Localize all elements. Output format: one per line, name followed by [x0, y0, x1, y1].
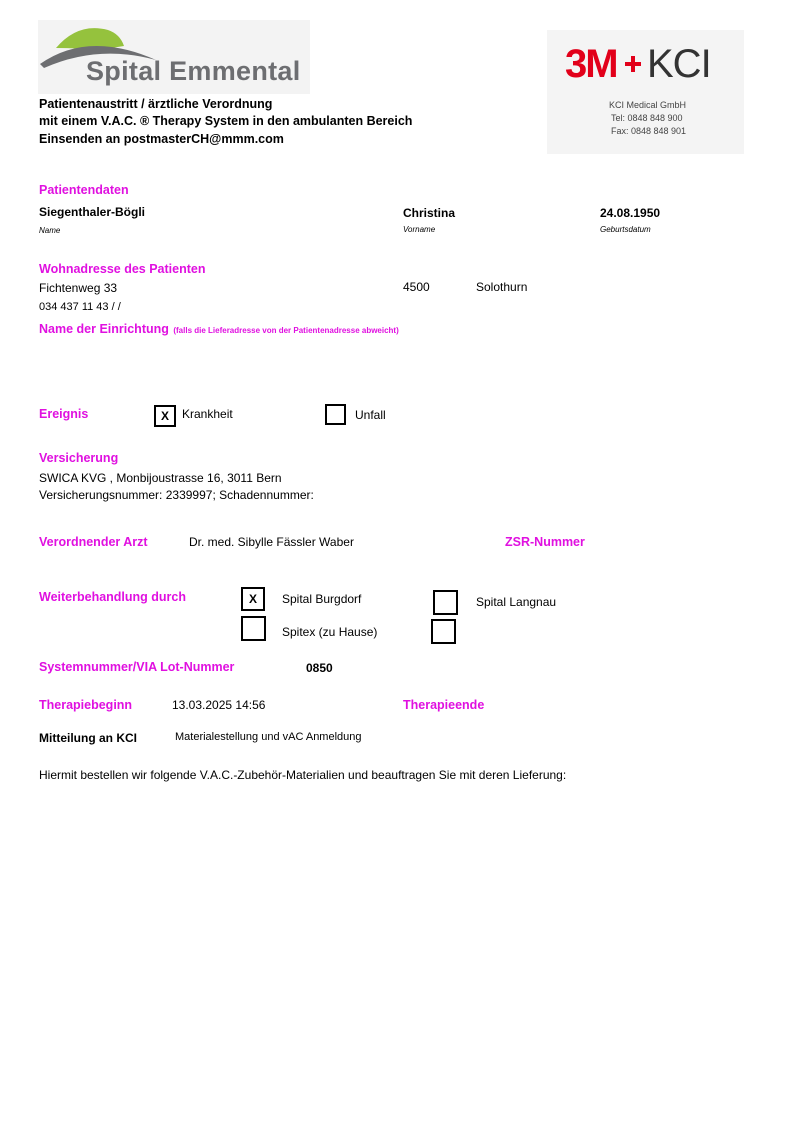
facility-heading — [39, 320, 399, 338]
insurance-line-2: Versicherungsnummer: 2339997; Schadennummer: — [39, 488, 314, 502]
spital-emmental-wordmark: Spital Emmental — [86, 56, 301, 86]
address-phone: 034 437 11 43 / / — [39, 301, 121, 313]
patient-name-label: Name — [39, 226, 61, 235]
other-followup-checkbox[interactable] — [431, 619, 456, 644]
spital-langnau-label: Spital Langnau — [476, 595, 557, 609]
address-zip: 4500 — [403, 280, 430, 294]
header-line-2: mit einem V.A.C. ® Therapy System in den ambulanten Bereich — [39, 114, 413, 128]
unfall-label: Unfall — [355, 408, 386, 422]
system-label: Systemnummer/VIA Lot-Nummer — [39, 660, 235, 674]
3m-wordmark: 3M — [565, 42, 617, 86]
event-label: Ereignis — [39, 407, 89, 421]
order-statement: Hiermit bestellen wir folgende V.A.C.-Zubehör-Materialien und beauftragen Sie mit deren Lieferung: — [39, 768, 567, 782]
insurance-section-title: Versicherung — [39, 451, 119, 465]
patient-name: Siegenthaler-Bögli — [39, 205, 146, 219]
patient-dob: 24.08.1950 — [600, 206, 661, 220]
kci-company-name: KCI Medical GmbH — [609, 100, 687, 110]
kci-wordmark: KCI — [647, 42, 711, 86]
address-street: Fichtenweg 33 — [39, 281, 118, 295]
address-city: Solothurn — [476, 280, 528, 294]
doctor-name: Dr. med. Sibylle Fässler Waber — [189, 535, 354, 549]
spital-burgdorf-label: Spital Burgdorf — [282, 592, 362, 606]
facility-title: Name der Einrichtung — [39, 322, 169, 336]
therapy-start-label: Therapiebeginn — [39, 698, 133, 712]
patient-firstname: Christina — [403, 206, 456, 220]
patient-section-title: Patientendaten — [39, 183, 129, 197]
insurance-line-1: SWICA KVG , Monbijoustrasse 16, 3011 Bern — [39, 471, 282, 485]
patient-firstname-label: Vorname — [403, 225, 436, 234]
message-value: Materialestellung und vAC Anmeldung — [175, 731, 362, 743]
system-value: 0850 — [306, 661, 333, 675]
3m-kci-logo — [547, 30, 744, 154]
kci-phone: Tel: 0848 848 900 — [611, 113, 683, 123]
header-line-3: Einsenden an postmasterCH@mmm.com — [39, 132, 284, 146]
plus-icon — [625, 56, 641, 72]
address-section-title: Wohnadresse des Patienten — [39, 262, 206, 276]
unfall-checkbox[interactable] — [325, 404, 346, 425]
message-label: Mitteilung an KCI — [39, 731, 137, 745]
followup-label: Weiterbehandlung durch — [39, 590, 186, 604]
patient-dob-label: Geburtsdatum — [600, 225, 651, 234]
spital-burgdorf-checkbox[interactable]: X — [241, 587, 265, 611]
doctor-label: Verordnender Arzt — [39, 535, 148, 549]
spitex-checkbox[interactable] — [241, 616, 266, 641]
krankheit-label: Krankheit — [182, 407, 233, 421]
spital-langnau-checkbox[interactable] — [433, 590, 458, 615]
facility-note: (falls die Lieferadresse von der Patientenadresse abweicht) — [173, 326, 399, 335]
spital-emmental-logo — [38, 20, 310, 94]
therapy-end-label: Therapieende — [403, 698, 485, 712]
spitex-label: Spitex (zu Hause) — [282, 625, 378, 639]
therapy-start-value: 13.03.2025 14:56 — [172, 698, 266, 712]
krankheit-checkbox[interactable]: X — [154, 405, 176, 427]
header-line-1: Patientenaustritt / ärztliche Verordnung — [39, 97, 273, 111]
kci-fax: Fax: 0848 848 901 — [611, 126, 687, 136]
zsr-label: ZSR-Nummer — [505, 535, 585, 549]
